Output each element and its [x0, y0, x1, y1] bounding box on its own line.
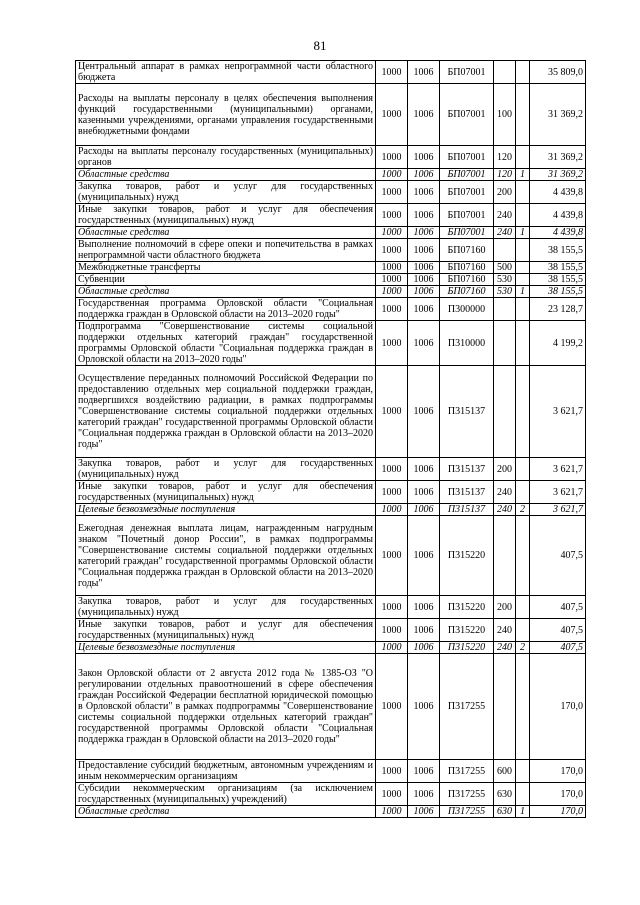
funding-source-cell: [516, 298, 530, 321]
subsection-code-cell: 1006: [408, 169, 440, 181]
funding-source-cell: [516, 619, 530, 642]
description-cell: Областные средства: [76, 806, 376, 818]
funding-source-cell: [516, 596, 530, 619]
section-code-cell: 1000: [376, 760, 408, 783]
expense-type-cell: 630: [494, 783, 516, 806]
funding-source-cell: [516, 239, 530, 262]
description-cell: Государственная программа Орловской области "Социальная поддержка граждан в Орловской области на 2013–2020 годы": [76, 298, 376, 321]
table-row: [76, 274, 586, 286]
budget-table: [75, 60, 586, 818]
amount-cell: 4 439,8: [530, 204, 586, 227]
amount-cell: 407,5: [530, 619, 586, 642]
amount-cell: 4 199,2: [530, 321, 586, 366]
expense-type-cell: [494, 61, 516, 84]
amount-cell: 38 155,5: [530, 274, 586, 286]
target-article-cell: П315220: [440, 642, 494, 654]
amount-cell: 38 155,5: [530, 286, 586, 298]
subsection-code-cell: 1006: [408, 84, 440, 146]
table-row: [76, 516, 586, 596]
section-code-cell: 1000: [376, 227, 408, 239]
target-article-cell: П315220: [440, 516, 494, 596]
subsection-code-cell: 1006: [408, 298, 440, 321]
target-article-cell: П315137: [440, 481, 494, 504]
table-row: [76, 204, 586, 227]
amount-cell: 38 155,5: [530, 262, 586, 274]
amount-cell: 3 621,7: [530, 366, 586, 458]
subsection-code-cell: 1006: [408, 366, 440, 458]
funding-source-cell: [516, 458, 530, 481]
table-row: [76, 783, 586, 806]
description-cell: Расходы на выплаты персоналу государственных (муниципальных) органов: [76, 146, 376, 169]
table-row: [76, 619, 586, 642]
section-code-cell: 1000: [376, 458, 408, 481]
funding-source-cell: [516, 84, 530, 146]
section-code-cell: 1000: [376, 181, 408, 204]
funding-source-cell: [516, 181, 530, 204]
subsection-code-cell: 1006: [408, 61, 440, 84]
table-row: [76, 366, 586, 458]
expense-type-cell: [494, 298, 516, 321]
expense-type-cell: [494, 516, 516, 596]
table-row: [76, 84, 586, 146]
expense-type-cell: 240: [494, 504, 516, 516]
expense-type-cell: 200: [494, 596, 516, 619]
description-cell: Целевые безвозмездные поступления: [76, 642, 376, 654]
description-cell: Выполнение полномочий в сфере опеки и попечительства в рамках непрограммной части областного бюджета: [76, 239, 376, 262]
section-code-cell: 1000: [376, 516, 408, 596]
funding-source-cell: [516, 61, 530, 84]
expense-type-cell: 500: [494, 262, 516, 274]
expense-type-cell: 200: [494, 458, 516, 481]
expense-type-cell: 120: [494, 169, 516, 181]
section-code-cell: 1000: [376, 61, 408, 84]
section-code-cell: 1000: [376, 783, 408, 806]
subsection-code-cell: 1006: [408, 619, 440, 642]
subsection-code-cell: 1006: [408, 642, 440, 654]
funding-source-cell: [516, 760, 530, 783]
description-cell: Закупка товаров, работ и услуг для государственных (муниципальных) нужд: [76, 596, 376, 619]
target-article-cell: П317255: [440, 654, 494, 760]
section-code-cell: 1000: [376, 596, 408, 619]
description-cell: Субсидии некоммерческим организациям (за исключением государственных (муниципальных) учреждений): [76, 783, 376, 806]
subsection-code-cell: 1006: [408, 274, 440, 286]
subsection-code-cell: 1006: [408, 516, 440, 596]
target-article-cell: П310000: [440, 321, 494, 366]
subsection-code-cell: 1006: [408, 227, 440, 239]
expense-type-cell: 120: [494, 146, 516, 169]
table-body: [76, 61, 586, 818]
subsection-code-cell: 1006: [408, 204, 440, 227]
amount-cell: 4 439,8: [530, 227, 586, 239]
description-cell: Подпрограмма "Совершенствование системы социальной поддержки отдельных категорий граждан" государственной программы Орловской области "Социальная поддержка граждан в Орловской области на 2013–2020 годы": [76, 321, 376, 366]
section-code-cell: 1000: [376, 298, 408, 321]
table-row: [76, 146, 586, 169]
target-article-cell: БП07001: [440, 181, 494, 204]
funding-source-cell: [516, 654, 530, 760]
amount-cell: 3 621,7: [530, 504, 586, 516]
target-article-cell: П317255: [440, 783, 494, 806]
section-code-cell: 1000: [376, 366, 408, 458]
target-article-cell: БП07160: [440, 239, 494, 262]
expense-type-cell: 240: [494, 481, 516, 504]
table-row: [76, 642, 586, 654]
target-article-cell: БП07001: [440, 61, 494, 84]
expense-type-cell: 630: [494, 806, 516, 818]
target-article-cell: БП07001: [440, 169, 494, 181]
description-cell: Целевые безвозмездные поступления: [76, 504, 376, 516]
target-article-cell: П315137: [440, 504, 494, 516]
expense-type-cell: 530: [494, 286, 516, 298]
amount-cell: 407,5: [530, 642, 586, 654]
table-row: [76, 481, 586, 504]
subsection-code-cell: 1006: [408, 146, 440, 169]
subsection-code-cell: 1006: [408, 596, 440, 619]
expense-type-cell: 100: [494, 84, 516, 146]
expense-type-cell: [494, 239, 516, 262]
amount-cell: 38 155,5: [530, 239, 586, 262]
table-row: [76, 286, 586, 298]
amount-cell: 407,5: [530, 516, 586, 596]
table-row: [76, 760, 586, 783]
subsection-code-cell: 1006: [408, 262, 440, 274]
description-cell: Закон Орловской области от 2 августа 2012 года № 1385-ОЗ "О регулировании отдельных правоотношений в сфере обеспечения граждан Российской Федерации бесплатной юридической помощью в Орловской области" в рамках подпрограммы "Совершенствование системы социальной поддержки отдельных категорий граждан" государственной программы Орловской области "Социальная поддержка граждан в Орловской области на 2013–2020 годы": [76, 654, 376, 760]
amount-cell: 31 369,2: [530, 169, 586, 181]
description-cell: Иные закупки товаров, работ и услуг для обеспечения государственных (муниципальных) нужд: [76, 204, 376, 227]
target-article-cell: П317255: [440, 806, 494, 818]
table-row: [76, 181, 586, 204]
target-article-cell: БП07160: [440, 286, 494, 298]
amount-cell: 170,0: [530, 760, 586, 783]
funding-source-cell: 1: [516, 227, 530, 239]
table-row: [76, 262, 586, 274]
target-article-cell: П315137: [440, 366, 494, 458]
funding-source-cell: 1: [516, 286, 530, 298]
section-code-cell: 1000: [376, 204, 408, 227]
description-cell: Центральный аппарат в рамках непрограммной части областного бюджета: [76, 61, 376, 84]
subsection-code-cell: 1006: [408, 504, 440, 516]
amount-cell: 170,0: [530, 654, 586, 760]
funding-source-cell: [516, 262, 530, 274]
subsection-code-cell: 1006: [408, 458, 440, 481]
expense-type-cell: 240: [494, 227, 516, 239]
subsection-code-cell: 1006: [408, 321, 440, 366]
description-cell: Иные закупки товаров, работ и услуг для обеспечения государственных (муниципальных) нужд: [76, 481, 376, 504]
target-article-cell: БП07160: [440, 262, 494, 274]
description-cell: Межбюджетные трансферты: [76, 262, 376, 274]
funding-source-cell: [516, 274, 530, 286]
table-row: [76, 227, 586, 239]
funding-source-cell: [516, 146, 530, 169]
section-code-cell: 1000: [376, 321, 408, 366]
subsection-code-cell: 1006: [408, 760, 440, 783]
target-article-cell: П315220: [440, 619, 494, 642]
amount-cell: 170,0: [530, 783, 586, 806]
amount-cell: 23 128,7: [530, 298, 586, 321]
section-code-cell: 1000: [376, 806, 408, 818]
funding-source-cell: [516, 366, 530, 458]
amount-cell: 4 439,8: [530, 181, 586, 204]
target-article-cell: БП07001: [440, 204, 494, 227]
amount-cell: 3 621,7: [530, 481, 586, 504]
target-article-cell: БП07001: [440, 84, 494, 146]
funding-source-cell: [516, 783, 530, 806]
target-article-cell: БП07001: [440, 227, 494, 239]
table-row: [76, 169, 586, 181]
amount-cell: 35 809,0: [530, 61, 586, 84]
amount-cell: 407,5: [530, 596, 586, 619]
description-cell: Субвенции: [76, 274, 376, 286]
table-row: [76, 61, 586, 84]
subsection-code-cell: 1006: [408, 654, 440, 760]
section-code-cell: 1000: [376, 146, 408, 169]
table-row: [76, 321, 586, 366]
subsection-code-cell: 1006: [408, 481, 440, 504]
description-cell: Иные закупки товаров, работ и услуг для обеспечения государственных (муниципальных) нужд: [76, 619, 376, 642]
funding-source-cell: [516, 204, 530, 227]
section-code-cell: 1000: [376, 619, 408, 642]
table-row: [76, 806, 586, 818]
expense-type-cell: 200: [494, 181, 516, 204]
description-cell: Закупка товаров, работ и услуг для государственных (муниципальных) нужд: [76, 181, 376, 204]
section-code-cell: 1000: [376, 286, 408, 298]
table-row: [76, 239, 586, 262]
section-code-cell: 1000: [376, 84, 408, 146]
expense-type-cell: [494, 654, 516, 760]
table-row: [76, 298, 586, 321]
funding-source-cell: [516, 481, 530, 504]
section-code-cell: 1000: [376, 274, 408, 286]
subsection-code-cell: 1006: [408, 239, 440, 262]
section-code-cell: 1000: [376, 239, 408, 262]
target-article-cell: БП07160: [440, 274, 494, 286]
section-code-cell: 1000: [376, 642, 408, 654]
description-cell: Областные средства: [76, 286, 376, 298]
section-code-cell: 1000: [376, 654, 408, 760]
table-row: [76, 458, 586, 481]
funding-source-cell: 2: [516, 504, 530, 516]
subsection-code-cell: 1006: [408, 286, 440, 298]
expense-type-cell: [494, 321, 516, 366]
expense-type-cell: 240: [494, 642, 516, 654]
funding-source-cell: 1: [516, 806, 530, 818]
section-code-cell: 1000: [376, 169, 408, 181]
funding-source-cell: [516, 516, 530, 596]
description-cell: Ежегодная денежная выплата лицам, награжденным нагрудным знаком "Почетный донор России", в рамках подпрограммы "Совершенствование системы социальной поддержки отдельных категорий граждан" государственной программы Орловской области "Социальная поддержка граждан в Орловской области на 2013–2020 годы": [76, 516, 376, 596]
target-article-cell: П317255: [440, 760, 494, 783]
section-code-cell: 1000: [376, 504, 408, 516]
target-article-cell: П315220: [440, 596, 494, 619]
subsection-code-cell: 1006: [408, 783, 440, 806]
funding-source-cell: 1: [516, 169, 530, 181]
section-code-cell: 1000: [376, 262, 408, 274]
subsection-code-cell: 1006: [408, 181, 440, 204]
description-cell: Расходы на выплаты персоналу в целях обеспечения выполнения функций государственными (муниципальными) органами, казенными учреждениями, органами управления государственными внебюджетными фондами: [76, 84, 376, 146]
target-article-cell: БП07001: [440, 146, 494, 169]
expense-type-cell: 240: [494, 204, 516, 227]
description-cell: Осуществление переданных полномочий Российской Федерации по предоставлению отдельных мер социальной поддержки граждан, подвергшихся воздействию радиации, в рамках подпрограммы "Совершенствование системы социальной поддержки отдельных категорий граждан" государственной программы Орловской области "Социальная поддержка граждан в Орловской области на 2013–2020 годы": [76, 366, 376, 458]
funding-source-cell: [516, 321, 530, 366]
expense-type-cell: 240: [494, 619, 516, 642]
amount-cell: 3 621,7: [530, 458, 586, 481]
table-row: [76, 596, 586, 619]
table-row: [76, 654, 586, 760]
table-row: [76, 504, 586, 516]
target-article-cell: П300000: [440, 298, 494, 321]
expense-type-cell: [494, 366, 516, 458]
expense-type-cell: 600: [494, 760, 516, 783]
description-cell: Областные средства: [76, 169, 376, 181]
subsection-code-cell: 1006: [408, 806, 440, 818]
description-cell: Предоставление субсидий бюджетным, автономным учреждениям и иным некоммерческим организациям: [76, 760, 376, 783]
amount-cell: 31 369,2: [530, 146, 586, 169]
expense-type-cell: 530: [494, 274, 516, 286]
section-code-cell: 1000: [376, 481, 408, 504]
description-cell: Закупка товаров, работ и услуг для государственных (муниципальных) нужд: [76, 458, 376, 481]
target-article-cell: П315137: [440, 458, 494, 481]
description-cell: Областные средства: [76, 227, 376, 239]
funding-source-cell: 2: [516, 642, 530, 654]
amount-cell: 31 369,2: [530, 84, 586, 146]
page-number: 81: [313, 38, 327, 53]
amount-cell: 170,0: [530, 806, 586, 818]
